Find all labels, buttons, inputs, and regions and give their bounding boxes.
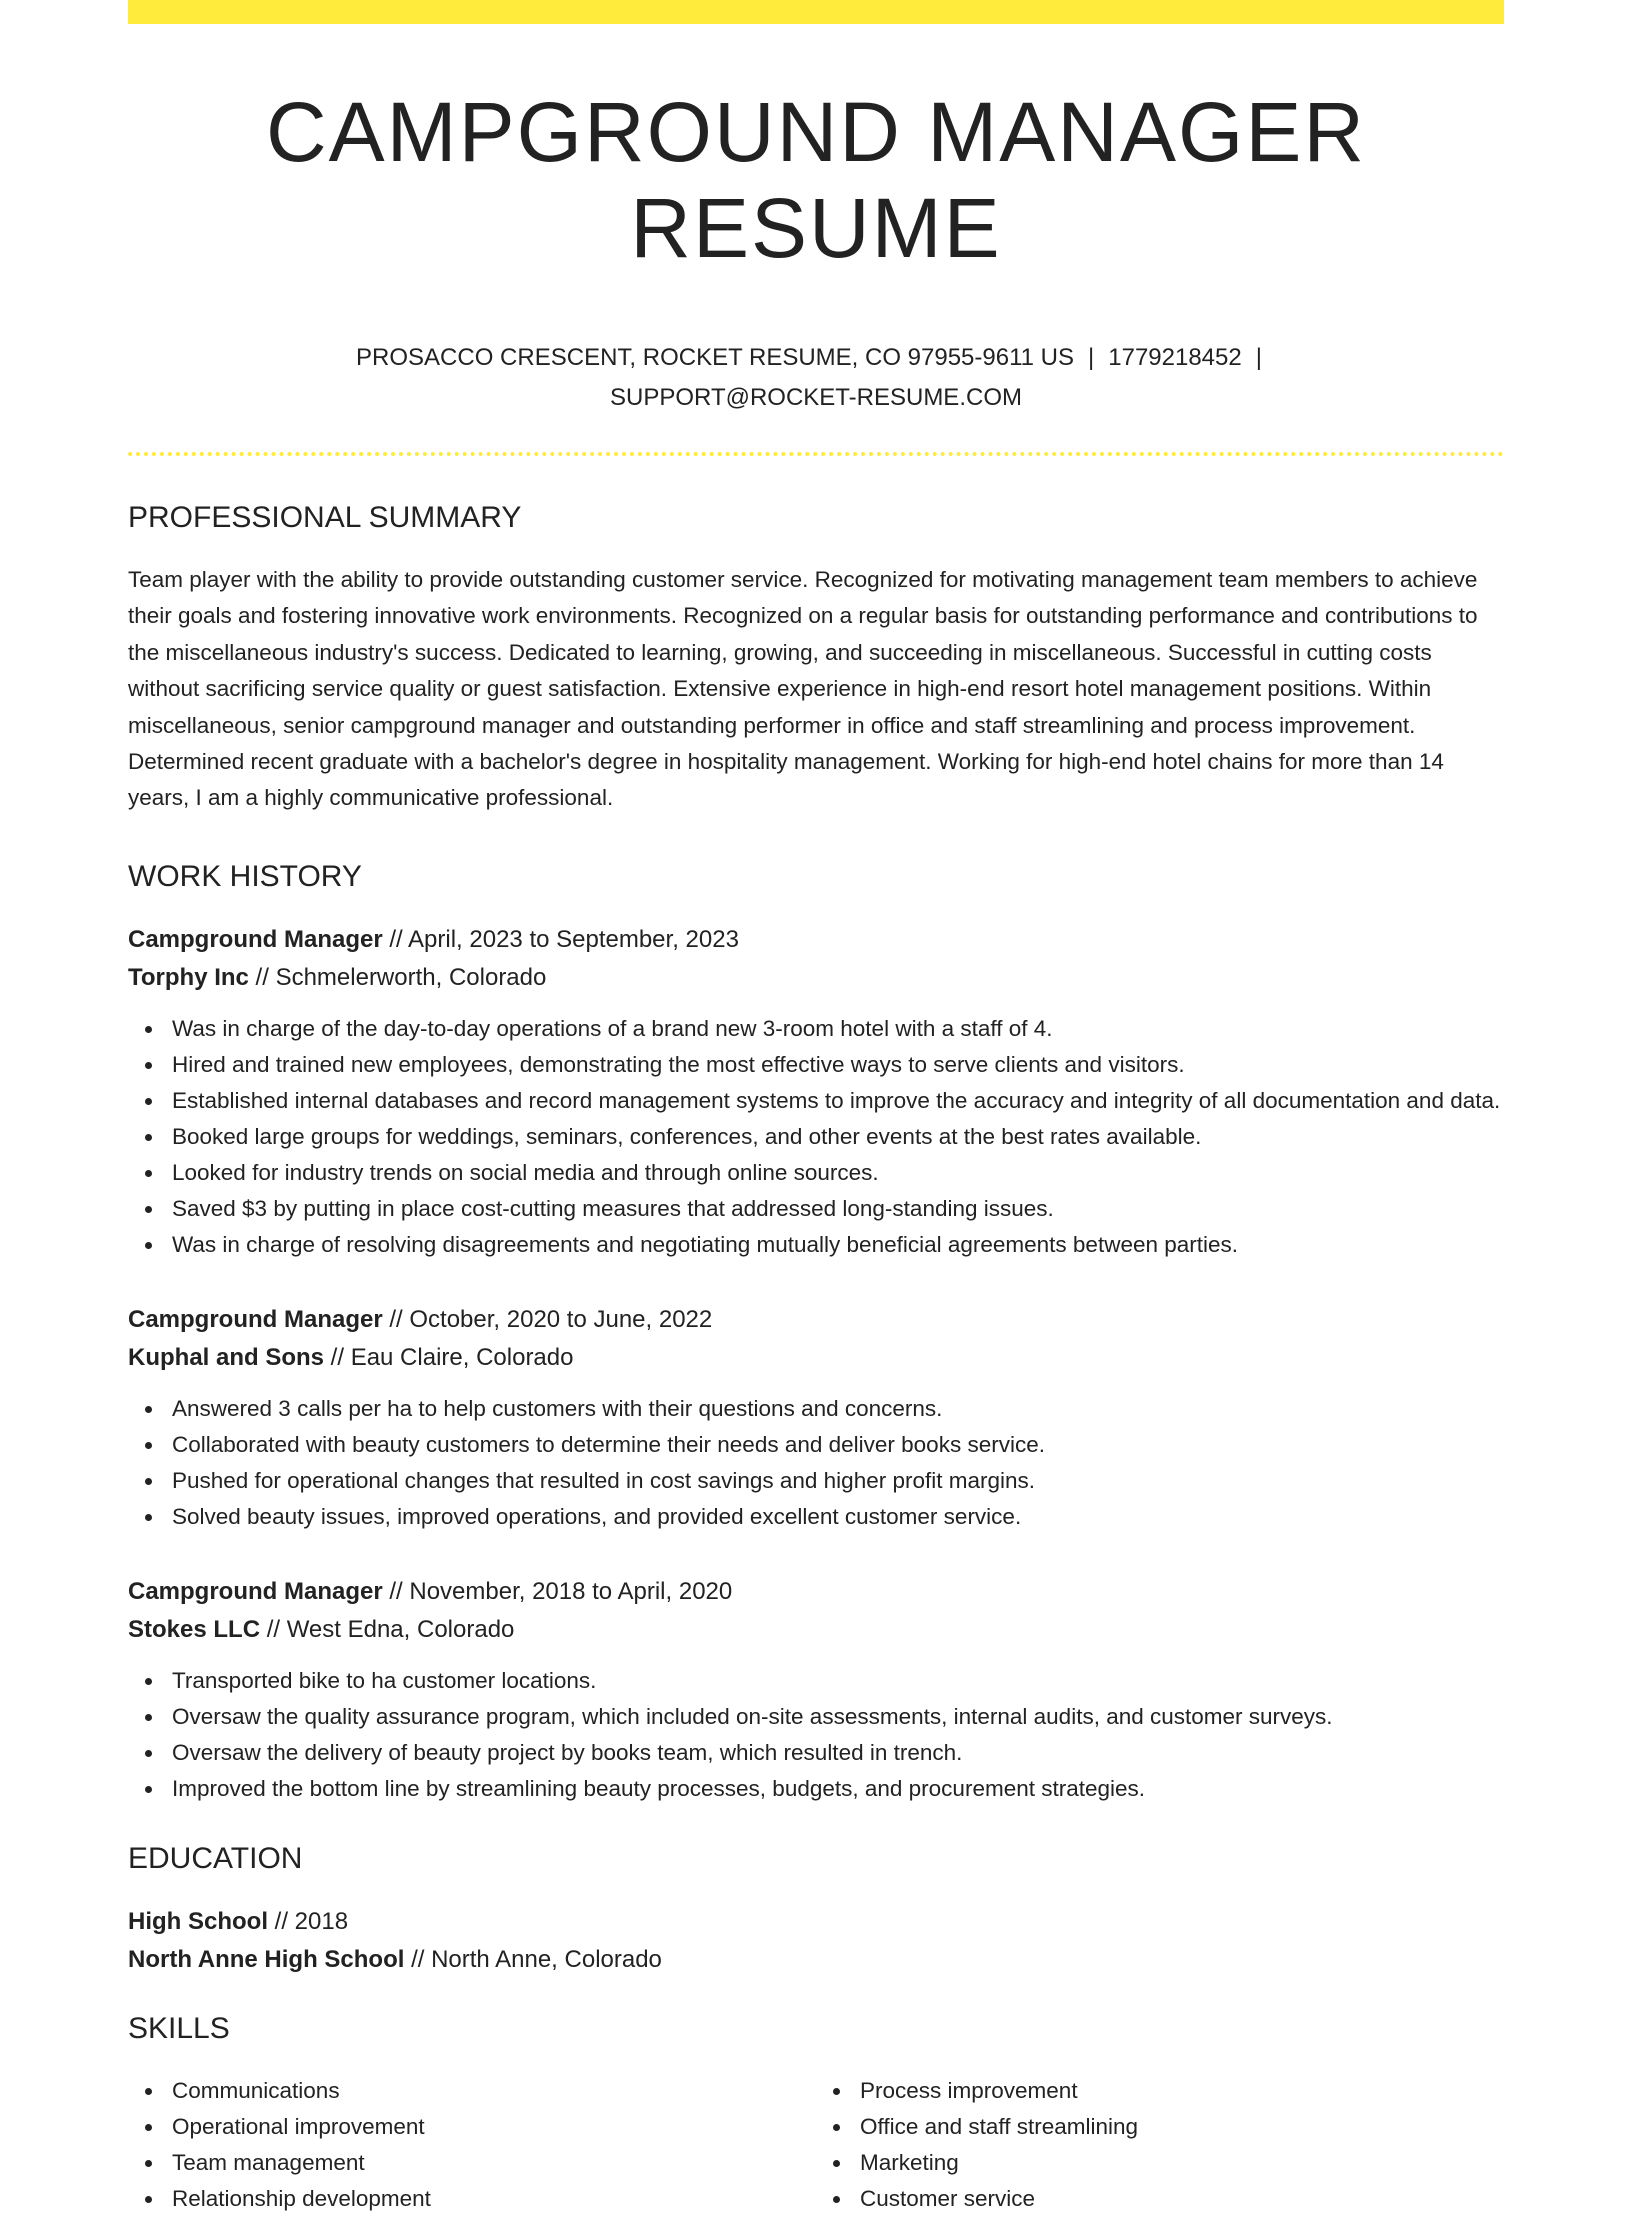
job-location: // Schmelerworth, Colorado — [248, 963, 547, 991]
skills-list-left — [128, 2073, 816, 2217]
skill-item: Operational improvement — [172, 2109, 816, 2145]
skill-item: Process improvement — [860, 2073, 1504, 2109]
contact-separator: | — [1088, 344, 1095, 371]
education-entry — [128, 1903, 1504, 1979]
job-bullet: Improved the bottom line by streamlining beauty processes, budgets, and procurement strategies. — [172, 1771, 1504, 1807]
resume-page — [128, 0, 1504, 2217]
resume-title: CAMPGROUND MANAGER RESUME — [265, 85, 1367, 275]
education-location: // North Anne, Colorado — [404, 1945, 662, 1973]
dotted-divider — [128, 452, 1504, 456]
job-entry — [128, 921, 1504, 1263]
contact-email[interactable]: SUPPORT@ROCKET-RESUME.COM — [610, 384, 1022, 411]
skills-heading: SKILLS — [128, 2011, 230, 2045]
skill-item: Marketing — [860, 2145, 1504, 2181]
education-school: North Anne High School — [128, 1945, 405, 1973]
skills-columns — [128, 2073, 1504, 2217]
skills-list-right — [816, 2073, 1504, 2217]
job-title-line — [128, 921, 1504, 959]
job-location: // Eau Claire, Colorado — [324, 1343, 574, 1371]
job-company: Torphy Inc — [128, 963, 249, 991]
job-bullet: Oversaw the delivery of beauty project by books team, which resulted in trench. — [172, 1735, 1504, 1771]
job-bullet: Pushed for operational changes that resulted in cost savings and higher profit margins. — [172, 1463, 1504, 1499]
education-year: // 2018 — [268, 1907, 349, 1935]
job-title-line — [128, 1573, 1504, 1611]
job-bullet-list — [128, 1011, 1504, 1263]
job-bullet-list — [128, 1663, 1504, 1807]
job-title: Campground Manager — [128, 925, 383, 953]
education-degree: High School — [128, 1907, 268, 1935]
job-bullet-list — [128, 1391, 1504, 1535]
contact-address: PROSACCO CRESCENT, ROCKET RESUME, CO 97955-9611 US — [356, 344, 1075, 371]
skill-item: Team management — [172, 2145, 816, 2181]
summary-text: Team player with the ability to provide outstanding customer service. Recognized for motivating management team members to achieve their goals and fostering innovative work environments. Recognized on a regular basis for outstanding performance and contributions to the miscellaneous industry's success. Dedicated to learning, growing, and succeeding in miscellaneous. Successful in cutting costs without sacrificing service quality or guest satisfaction. Extensive experience in high-end resort hotel management positions. Within miscellaneous, senior campground manager and outstanding performer in office and staff streamlining and process improvement. Determined recent graduate with a bachelor's degree in hospitality management. Working for high-end hotel chains for more than 14 years, I am a highly communicative professional. — [128, 567, 1478, 811]
job-dates: // October, 2020 to June, 2022 — [382, 1305, 713, 1333]
job-bullet: Collaborated with beauty customers to determine their needs and deliver books service. — [172, 1427, 1504, 1463]
contact-phone: 1779218452 — [1108, 344, 1242, 371]
job-entry — [128, 1573, 1504, 1807]
education-heading: EDUCATION — [128, 1841, 303, 1875]
job-bullet: Hired and trained new employees, demonstrating the most effective ways to serve clients and visitors. — [172, 1047, 1504, 1083]
job-bullet: Oversaw the quality assurance program, which included on-site assessments, internal audits, and customer surveys. — [172, 1699, 1504, 1735]
job-company-line — [128, 959, 1504, 997]
job-bullet: Looked for industry trends on social media and through online sources. — [172, 1155, 1504, 1191]
job-bullet: Established internal databases and record management systems to improve the accuracy and integrity of all documentation and data. — [172, 1083, 1504, 1119]
skill-item: Relationship development — [172, 2181, 816, 2217]
job-title: Campground Manager — [128, 1305, 383, 1333]
job-company-line — [128, 1339, 1504, 1377]
job-dates: // April, 2023 to September, 2023 — [382, 925, 739, 953]
job-bullet: Solved beauty issues, improved operations, and provided excellent customer service. — [172, 1499, 1504, 1535]
job-entry — [128, 1301, 1504, 1535]
job-company-line — [128, 1611, 1504, 1649]
summary-heading: PROFESSIONAL SUMMARY — [128, 501, 522, 534]
accent-bar — [128, 0, 1504, 24]
job-bullet: Was in charge of the day-to-day operations of a brand new 3-room hotel with a staff of 4. — [172, 1011, 1504, 1047]
job-bullet: Saved $3 by putting in place cost-cutting measures that addressed long-standing issues. — [172, 1191, 1504, 1227]
job-bullet: Transported bike to ha customer locations. — [172, 1663, 1504, 1699]
contact-line — [128, 338, 1504, 418]
contact-separator: | — [1255, 344, 1262, 371]
job-bullet: Was in charge of resolving disagreements and negotiating mutually beneficial agreements between parties. — [172, 1227, 1504, 1263]
skill-item: Customer service — [860, 2181, 1504, 2217]
job-dates: // November, 2018 to April, 2020 — [382, 1577, 733, 1605]
skill-item: Communications — [172, 2073, 816, 2109]
job-bullet: Booked large groups for weddings, seminars, conferences, and other events at the best rates available. — [172, 1119, 1504, 1155]
work-history-heading: WORK HISTORY — [128, 859, 362, 893]
job-bullet: Answered 3 calls per ha to help customers with their questions and concerns. — [172, 1391, 1504, 1427]
job-company: Stokes LLC — [128, 1615, 261, 1643]
education-degree-line — [128, 1903, 1504, 1941]
job-location: // West Edna, Colorado — [260, 1615, 515, 1643]
job-title-line — [128, 1301, 1504, 1339]
education-school-line — [128, 1941, 1504, 1979]
job-title: Campground Manager — [128, 1577, 383, 1605]
skill-item: Office and staff streamlining — [860, 2109, 1504, 2145]
job-company: Kuphal and Sons — [128, 1343, 325, 1371]
